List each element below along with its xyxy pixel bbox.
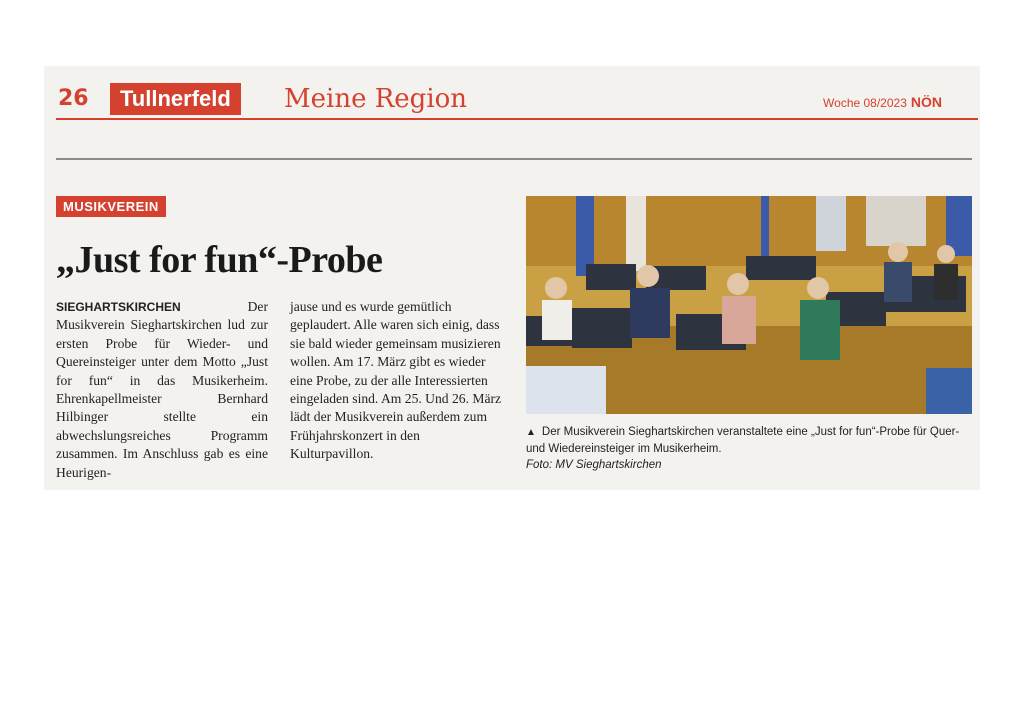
- kicker-badge: MUSIKVEREIN: [56, 196, 166, 217]
- page-number: 26: [58, 86, 89, 111]
- article-rule: [56, 158, 972, 160]
- article-headline: „Just for fun“-Probe: [56, 239, 383, 281]
- issue-info: [823, 94, 942, 110]
- subsection-label: Meine Region: [284, 84, 468, 114]
- photo-caption: [526, 424, 966, 473]
- header-rule: [56, 118, 978, 120]
- issue-week: Woche 08/2023: [823, 96, 907, 110]
- article-photo: [526, 196, 972, 414]
- caret-up-icon: ▲: [526, 427, 536, 438]
- caption-text: Der Musikverein Sieghartskirchen veranstaltete eine „Just for fun“-Probe für Quer- und Wiedereinsteiger im Musikerheim.: [526, 426, 960, 455]
- section-label: Tullnerfeld: [110, 83, 241, 115]
- photo-credit: Foto: MV Sieghartskirchen: [526, 459, 662, 471]
- brand-logo: NÖN: [910, 94, 942, 110]
- body-text-1: Der Musikverein Sieghartskirchen lud zur ersten Probe für Wieder- und Quereinsteiger unter dem Motto „Just for fun“ in das Musikerheim. Ehrenkapellmeister Bernhard Hilbinger stellte ein abwechslungsreiches Programm zusammen. Im Anschluss gab es eine Heurigen-: [56, 299, 268, 480]
- article-column-1: [56, 298, 268, 482]
- dateline: SIEGHARTSKIRCHEN: [56, 300, 181, 314]
- article-column-2: jause und es wurde gemütlich geplaudert. Alle waren sich einig, dass sie bald wieder gemeinsam musizieren wollen. Am 17. März gibt es wieder eine Probe, zu der alle Interessierten eingeladen sind. Am 25. Und 26. März lädt der Musikverein außerdem zum Frühjahrskonzert in den Kulturpavillon.: [290, 299, 502, 462]
